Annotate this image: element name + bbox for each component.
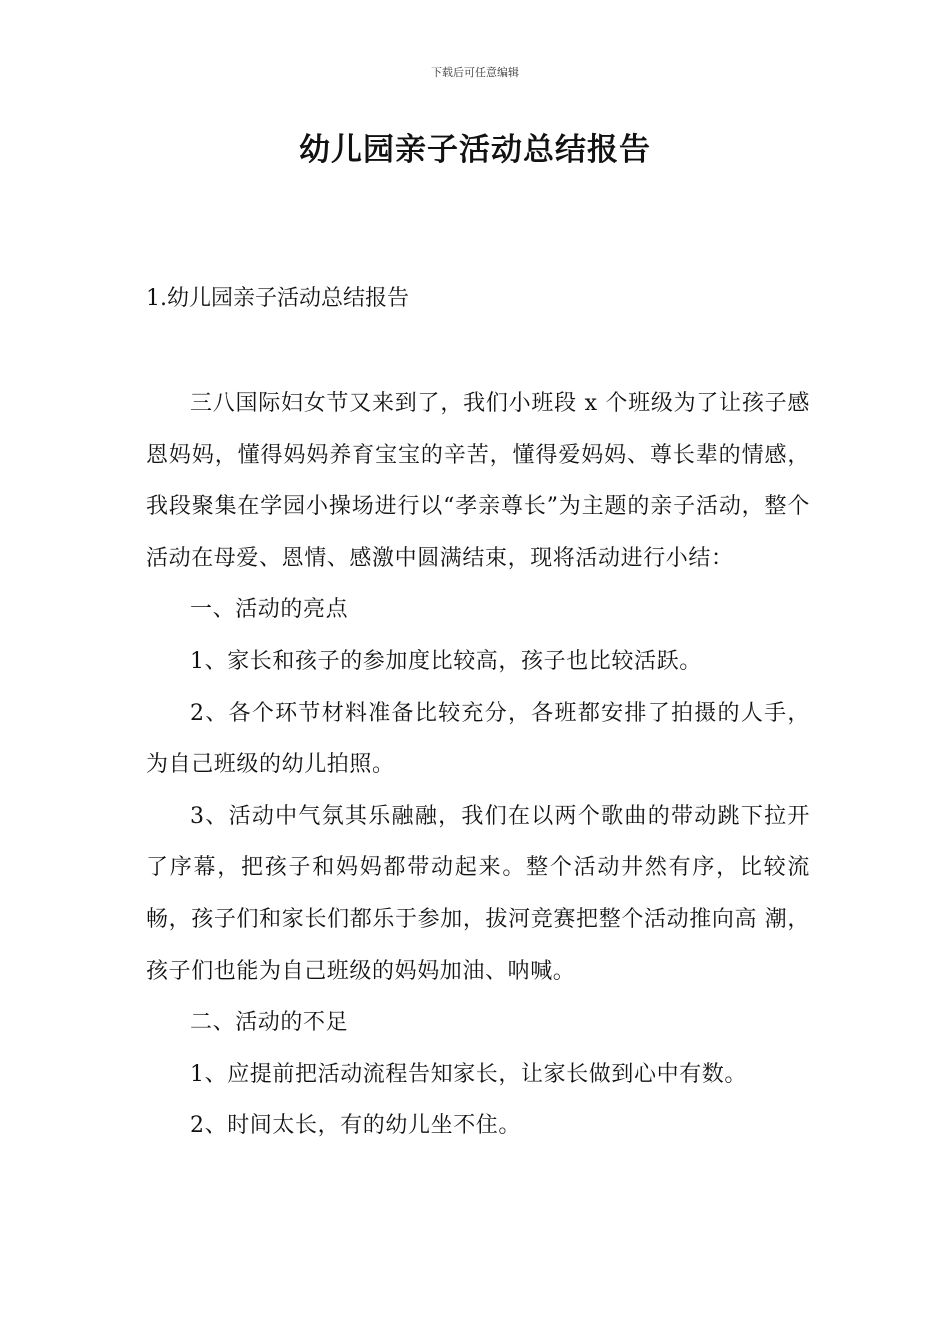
document-title: 幼儿园亲子活动总结报告 (299, 132, 651, 168)
header-note: 下载后可任意编辑 (431, 66, 519, 79)
paragraph-highlight-3: 3、活动中气氛其乐融融，我们在以两个歌曲的带动跳下拉开了序幕，把孩子和妈妈都带动起来。整个活动井然有序，比较流畅，孩子们和家长们都乐于参加，拔河竞赛把整个活动推向高 潮，孩子们也能为自己班级的妈妈加油、呐喊。 (146, 803, 810, 984)
subheading-shortcomings: 二、活动的不足 (190, 1010, 349, 1036)
section-heading: 1.幼儿园亲子活动总结报告 (146, 286, 409, 311)
paragraph-shortcoming-2: 2、时间太长，有的幼儿坐不住。 (190, 1113, 521, 1139)
paragraph-highlight-1: 1、家长和孩子的参加度比较高，孩子也比较活跃。 (190, 648, 702, 674)
paragraph-intro: 三八国际妇女节又来到了，我们小班段 x 个班级为了让孩子感恩妈妈，懂得妈妈养育宝宝的辛苦，懂得爱妈妈、尊长辈的情感，我段聚集在学园小操场进行以“孝亲尊长”为主题的亲子活动，整个活动在母爱、恩情、感激中圆满结束，现将活动进行小结： (146, 391, 810, 571)
paragraph-shortcoming-1: 1、应提前把活动流程告知家长，让家长做到心中有数。 (190, 1061, 747, 1087)
document-body (146, 378, 810, 1152)
paragraph-highlight-2: 2、各个环节材料准备比较充分，各班都安排了拍摄的人手，为自己班级的幼儿拍照。 (146, 700, 810, 778)
subheading-highlights: 一、活动的亮点 (190, 597, 349, 623)
